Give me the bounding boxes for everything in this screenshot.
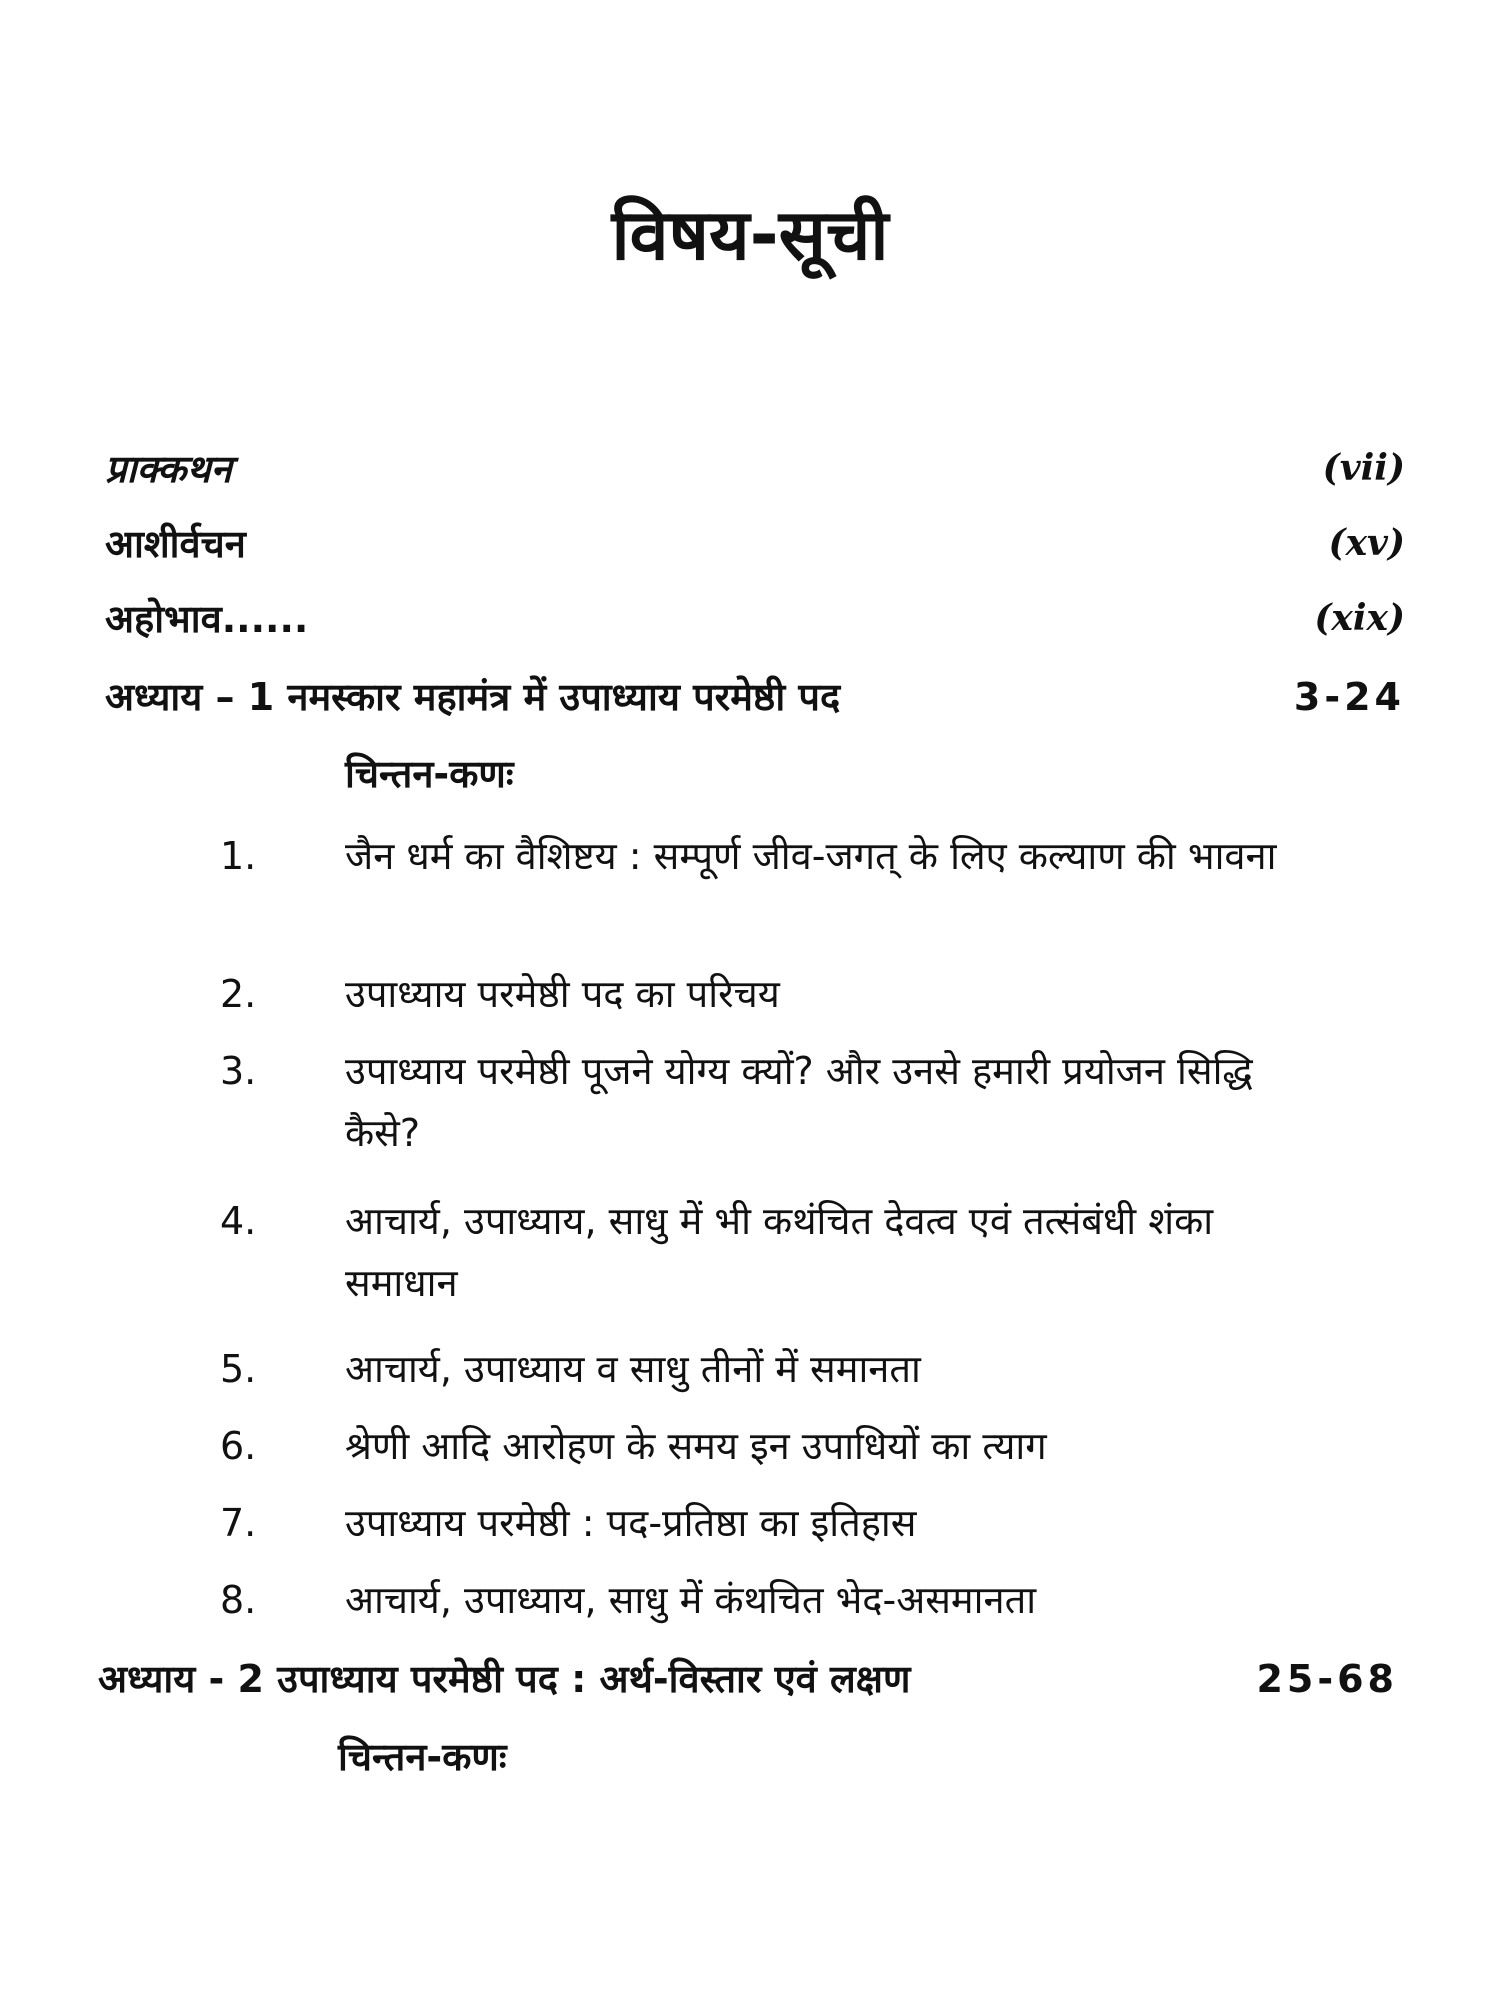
chapter-title: अध्याय – 1 नमस्कार महामंत्र में उपाध्याय परमेष्ठी पद [105, 675, 841, 719]
front-matter-label: अहोभाव...... [105, 597, 309, 641]
item-text: श्रेणी आदि आरोहण के समय इन उपाधियों का त्याग [345, 1424, 1047, 1468]
front-matter-pages: (xv) [1328, 522, 1405, 564]
chapter-title: अध्याय - 2 उपाध्याय परमेष्ठी पद : अर्थ-विस्तार एवं लक्षण [98, 1657, 911, 1701]
item-number: 7. [220, 1501, 257, 1545]
front-matter-label: आशीर्वचन [105, 522, 246, 566]
item-text: उपाध्याय परमेष्ठी : पद-प्रतिष्ठा का इतिहास [345, 1501, 917, 1545]
chapter-pages: 25-68 [1256, 1657, 1398, 1701]
item-number: 6. [220, 1424, 257, 1468]
section-label: चिन्तन-कणः [345, 752, 514, 796]
item-number: 2. [220, 972, 257, 1016]
front-matter-pages: (vii) [1322, 447, 1405, 489]
item-text: उपाध्याय परमेष्ठी पद का परिचय [345, 972, 780, 1016]
front-matter-row [105, 522, 1405, 566]
section-label: चिन्तन-कणः [338, 1735, 507, 1779]
front-matter-row [105, 597, 1405, 641]
item-number: 8. [220, 1578, 257, 1622]
item-text: जैन धर्म का वैशिष्टय : सम्पूर्ण जीव-जगत् के लिए कल्याण की भावना [345, 834, 1277, 878]
item-text: आचार्य, उपाध्याय, साधु में भी कथंचित देवत्व एवं तत्संबंधी शंका समाधान [345, 1199, 1214, 1305]
item-number: 1. [220, 834, 257, 878]
item-number: 5. [220, 1347, 257, 1391]
front-matter-row [105, 447, 1405, 491]
front-matter-label: प्राक्कथन [105, 447, 232, 491]
item-text: आचार्य, उपाध्याय, साधु में कंथचित भेद-असमानता [345, 1578, 1037, 1622]
chapter-heading [98, 1657, 1398, 1701]
item-number: 3. [220, 1049, 257, 1093]
item-text: आचार्य, उपाध्याय व साधु तीनों में समानता [345, 1347, 921, 1391]
item-text: उपाध्याय परमेष्ठी पूजने योग्य क्यों? और उनसे हमारी प्रयोजन सिद्धि कैसे? [345, 1049, 1253, 1155]
chapter-pages: 3-24 [1293, 675, 1405, 719]
front-matter-pages: (xix) [1314, 597, 1405, 639]
chapter-heading [105, 675, 1405, 719]
item-number: 4. [220, 1199, 257, 1243]
page-title: विषय-सूची [611, 194, 889, 276]
